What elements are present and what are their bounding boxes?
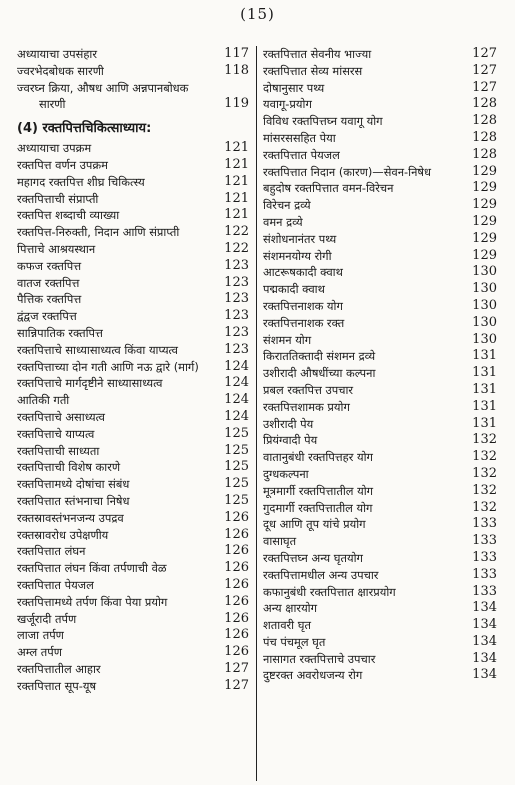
- toc-entry-title: रक्तपित्तामधील अन्य उपचार: [263, 567, 379, 582]
- toc-entry-page: 132: [472, 449, 497, 465]
- toc-entry: [263, 399, 497, 416]
- toc-entry-title: सान्निपातिक रक्तपित्त: [17, 325, 103, 340]
- left-column: [17, 46, 249, 694]
- toc-entry: [17, 560, 249, 577]
- toc-entry: [17, 207, 249, 224]
- toc-entry: [17, 258, 249, 275]
- toc-entry-page: 123: [224, 291, 249, 307]
- toc-entry-title: यवागू-प्रयोग: [263, 97, 312, 112]
- toc-entry-title: रक्तपित्तात लंघन: [17, 544, 86, 559]
- toc-entry: [263, 315, 497, 332]
- toc-entry: [263, 550, 497, 567]
- toc-entry: [263, 634, 497, 651]
- toc-entry: [17, 543, 249, 560]
- toc-entry-title: रक्तपित्तशामक प्रयोग: [263, 399, 350, 414]
- toc-entry-page: 126: [224, 560, 249, 576]
- toc-entry-title: रक्तपित्ताचे साध्यासाध्यत्व किंवा याप्यत्व: [17, 342, 178, 357]
- toc-entry: [263, 567, 497, 584]
- toc-entry: [263, 248, 497, 265]
- toc-entry-page: 129: [472, 163, 497, 179]
- toc-entry: [17, 375, 249, 392]
- toc-entry: [263, 332, 497, 349]
- toc-entry: [17, 476, 249, 493]
- toc-entry: [17, 527, 249, 544]
- toc-entry-page: 130: [472, 281, 497, 297]
- toc-entry-page: 126: [224, 644, 249, 660]
- toc-entry-page: 124: [224, 358, 249, 374]
- toc-entry-title: रक्तपित्ताची साध्यता: [17, 443, 100, 458]
- toc-entry-title: पंच पंचमूल घृत: [263, 634, 326, 649]
- toc-entry-title: द्वंद्वज रक्तपित्त: [17, 309, 77, 324]
- toc-entry-title: वातानुबंधी रक्तपित्तहर योग: [263, 450, 373, 465]
- toc-entry: [17, 174, 249, 191]
- toc-entry-title: अम्ल तर्पण: [17, 645, 63, 660]
- toc-entry: [17, 325, 249, 342]
- toc-entry: [17, 224, 249, 241]
- toc-entry-title: विरेचन द्रव्ये: [263, 198, 311, 213]
- toc-entry: [263, 130, 497, 147]
- toc-entry: [17, 241, 249, 258]
- toc-entry: [263, 432, 497, 449]
- toc-entry-page: 122: [224, 240, 249, 256]
- toc-entry-page: 129: [472, 247, 497, 263]
- toc-entry-page: 128: [472, 96, 497, 112]
- toc-entry: [263, 500, 497, 517]
- toc-entry: [17, 627, 249, 644]
- toc-entry-page: 127: [472, 46, 497, 61]
- toc-entry: [17, 443, 249, 460]
- toc-entry-page: 126: [224, 627, 249, 643]
- toc-entry-title: रक्तपित्ताची विशेष कारणे: [17, 460, 121, 475]
- toc-entry-page: 125: [224, 476, 249, 492]
- toc-entry: [17, 96, 249, 113]
- toc-entry-page: 133: [472, 566, 497, 582]
- toc-entry-title: प्रियंग्वादी पेय: [263, 433, 318, 448]
- column-divider: [256, 46, 257, 781]
- toc-entry-title: उशीरादी पेय: [263, 416, 314, 431]
- toc-entry-page: 131: [472, 365, 497, 381]
- toc-entry-page: 129: [472, 180, 497, 196]
- toc-entry-page: 130: [472, 297, 497, 313]
- toc-entry-title: रक्तपित्ताचे याप्यत्व: [17, 426, 95, 441]
- toc-entry-title: अध्यायाचा उपक्रम: [17, 141, 92, 156]
- toc-entry-title: महागद रक्तपित्त शीघ्र चिकित्स्य: [17, 174, 145, 189]
- toc-entry: [263, 164, 497, 181]
- toc-entry: [263, 466, 497, 483]
- toc-entry-page: 125: [224, 442, 249, 458]
- toc-entry-title: लाजा तर्पण: [17, 628, 64, 643]
- toc-entry-title: रक्तपित्तात निदान (कारण)—सेवन-निषेध: [263, 164, 432, 179]
- toc-entry-page: 124: [224, 375, 249, 391]
- toc-entry-page: 134: [472, 667, 497, 683]
- toc-entry-title: संशमन योग: [263, 332, 312, 347]
- toc-entry-page: 125: [224, 492, 249, 508]
- right-column: [263, 46, 497, 684]
- toc-entry-page: 122: [224, 224, 249, 240]
- toc-entry-title: बहुदोष रक्तपित्तात वमन-विरेचन: [263, 181, 394, 196]
- toc-entry-page: 123: [224, 257, 249, 273]
- toc-entry: [263, 214, 497, 231]
- toc-entry: [263, 80, 497, 97]
- toc-entry-title: दुष्टरक्त अवरोधजन्य रोग: [263, 668, 363, 683]
- toc-entry: [263, 147, 497, 164]
- toc-entry: [263, 298, 497, 315]
- toc-entry: [17, 140, 249, 157]
- toc-entry-page: 123: [224, 341, 249, 357]
- toc-entry-page: 132: [472, 432, 497, 448]
- toc-entry-page: 130: [472, 264, 497, 280]
- toc-entry: [263, 63, 497, 80]
- toc-entry-page: 129: [472, 213, 497, 229]
- toc-entry-title: (4) रक्तपित्तचिकित्साध्याय:: [17, 121, 152, 137]
- toc-entry-title: रक्तपित्तामध्ये दोषांचा संबंध: [17, 477, 130, 492]
- toc-entry-title: सारणी: [39, 97, 66, 112]
- toc-entry: [17, 459, 249, 476]
- toc-entry-page: 130: [472, 331, 497, 347]
- toc-entry-page: 131: [472, 348, 497, 364]
- toc-entry-page: 117: [224, 46, 249, 61]
- toc-entry-title: रक्तपित्तात लंघन किंवा तर्पणाची वेळ: [17, 561, 167, 576]
- toc-entry: [263, 365, 497, 382]
- toc-entry-page: 131: [472, 398, 497, 414]
- toc-entry-title: प्रबल रक्तपित्त उपचार: [263, 382, 354, 397]
- toc-entry-title: मांसरससहित पेया: [263, 130, 336, 145]
- toc-entry: [263, 180, 497, 197]
- toc-entry: [17, 493, 249, 510]
- toc-entry-page: 133: [472, 549, 497, 565]
- toc-entry-page: 127: [472, 79, 497, 95]
- toc-entry: [17, 678, 249, 695]
- toc-entry: [17, 661, 249, 678]
- toc-entry-page: 121: [224, 156, 249, 172]
- toc-entry: [263, 533, 497, 550]
- toc-entry-page: 128: [472, 113, 497, 129]
- toc-entry: [263, 617, 497, 634]
- toc-entry: [263, 516, 497, 533]
- toc-entry: [17, 308, 249, 325]
- toc-entry-title: रक्तपित्तातील आहार: [17, 661, 101, 676]
- toc-entry-page: 123: [224, 308, 249, 324]
- toc-entry-page: 123: [224, 274, 249, 290]
- toc-entry-page: 126: [224, 526, 249, 542]
- toc-entry: [263, 231, 497, 248]
- toc-entry-title: रक्तपित्तात सूप-यूष: [17, 678, 97, 693]
- toc-entry-page: 125: [224, 425, 249, 441]
- toc-entry-title: रक्तस्रावरोध उपेक्षणीय: [17, 527, 109, 542]
- toc-entry-page: 121: [224, 140, 249, 156]
- toc-entry-page: 126: [224, 576, 249, 592]
- toc-entry: [263, 197, 497, 214]
- toc-entry-title: रक्तपित्त-निरुक्ती, निदान आणि संप्राप्ती: [17, 225, 180, 240]
- toc-entry: [17, 80, 249, 97]
- toc-entry-title: संशमनयोग्य रोगी: [263, 248, 332, 263]
- toc-entry-title: शतावरी घृत: [263, 618, 311, 633]
- toc-entry-page: 130: [472, 314, 497, 330]
- toc-entry: [263, 96, 497, 113]
- toc-entry-title: नासागत रक्तपित्ताचे उपचार: [263, 651, 376, 666]
- toc-entry: [17, 426, 249, 443]
- toc-entry-title: दूध आणि तूप यांचे प्रयोग: [263, 517, 366, 532]
- toc-entry-page: 126: [224, 610, 249, 626]
- toc-entry: [263, 449, 497, 466]
- toc-entry-page: 124: [224, 408, 249, 424]
- toc-entry: [17, 63, 249, 80]
- toc-entry-page: 119: [224, 96, 249, 112]
- toc-entry-title: रक्तपित्तघ्न अन्य घृतयोग: [263, 550, 363, 565]
- toc-entry-page: 128: [472, 129, 497, 145]
- toc-entry: [263, 483, 497, 500]
- toc-entry-page: 118: [224, 62, 249, 78]
- toc-entry-title: ज्वरभेदबोधक सारणी: [17, 63, 104, 78]
- toc-entry-title: कफानुबंधी रक्तपित्तात क्षारप्रयोग: [263, 584, 396, 599]
- toc-entry-title: पैत्तिक रक्तपित्त: [17, 292, 82, 307]
- toc-entry: [17, 577, 249, 594]
- toc-entry-page: 131: [472, 415, 497, 431]
- toc-entry-page: 134: [472, 600, 497, 616]
- toc-entry-title: रक्तपित्ताचे मार्गदृष्टीने साध्यासाध्यत्व: [17, 376, 163, 391]
- toc-entry-title: आटरूषकादी क्वाथ: [263, 265, 343, 280]
- toc-entry: [263, 651, 497, 668]
- toc-entry-title: आतिकी गती: [17, 393, 70, 408]
- toc-entry-page: 121: [224, 207, 249, 223]
- toc-entry-title: अध्यायाचा उपसंहार: [17, 47, 97, 61]
- toc-entry-page: 121: [224, 173, 249, 189]
- toc-entry-title: रक्तपित्तात सेव्य मांसरस: [263, 63, 363, 78]
- toc-entry-title: विविध रक्तपित्तघ्न यवागू योग: [263, 114, 383, 129]
- toc-entry-page: 126: [224, 509, 249, 525]
- page-number: (15): [240, 5, 275, 23]
- toc-entry-title: दुग्धकल्पना: [263, 466, 309, 481]
- toc-entry: [17, 275, 249, 292]
- toc-entry-page: 124: [224, 392, 249, 408]
- toc-entry-page: 125: [224, 459, 249, 475]
- toc-entry-title: पद्मकादी क्वाथ: [263, 282, 325, 297]
- toc-entry-page: 127: [224, 677, 249, 693]
- toc-entry: [263, 600, 497, 617]
- toc-entry-title: उशीरादी औषधींच्या कल्पना: [263, 366, 376, 381]
- toc-entry: [263, 264, 497, 281]
- toc-entry-title: दोषानुसार पथ्य: [263, 80, 325, 95]
- toc-entry-title: पित्ताचे आश्रयस्थान: [17, 241, 96, 256]
- toc-entry-title: रक्तपित्तनाशक योग: [263, 298, 343, 313]
- toc-entry-page: 127: [224, 660, 249, 676]
- toc-entry-page: 127: [472, 62, 497, 78]
- toc-entry-title: रक्तपित्तात पेयजल: [263, 147, 340, 162]
- toc-entry-page: 129: [472, 230, 497, 246]
- toc-entry-page: 132: [472, 465, 497, 481]
- toc-entry-title: गुदमार्गी रक्तपित्तातील योग: [263, 500, 373, 515]
- toc-entry-title: वमन द्रव्ये: [263, 214, 303, 229]
- toc-entry-page: 129: [472, 197, 497, 213]
- toc-entry-title: संशोधनानंतर पथ्य: [263, 231, 337, 246]
- toc-entry-title: वातज रक्तपित्त: [17, 275, 80, 290]
- toc-entry-page: 121: [224, 190, 249, 206]
- toc-entry: [263, 113, 497, 130]
- toc-entry: [17, 392, 249, 409]
- section-heading: [17, 119, 249, 139]
- toc-entry: [17, 409, 249, 426]
- toc-entry-title: कफज रक्तपित्त: [17, 258, 82, 273]
- toc-entry: [17, 644, 249, 661]
- toc-entry: [17, 291, 249, 308]
- toc-entry: [263, 667, 497, 684]
- toc-entry-page: 128: [472, 146, 497, 162]
- toc-entry-title: रक्तस्रावस्तंभनजन्य उपद्रव: [17, 510, 124, 525]
- toc-entry: [263, 281, 497, 298]
- toc-entry-page: 133: [472, 516, 497, 532]
- toc-entry-title: खर्जूरादी तर्पण: [17, 611, 77, 626]
- toc-entry-title: अन्य क्षारयोग: [263, 601, 318, 616]
- toc-entry-page: 126: [224, 593, 249, 609]
- toc-entry: [17, 359, 249, 376]
- toc-entry-title: रक्तपित्तामध्ये तर्पण किंवा पेया प्रयोग: [17, 594, 168, 609]
- toc-entry: [17, 611, 249, 628]
- toc-entry-title: रक्तपित्त वर्णन उपक्रम: [17, 157, 108, 172]
- toc-entry: [263, 416, 497, 433]
- toc-entry: [17, 342, 249, 359]
- toc-entry: [263, 46, 497, 63]
- toc-entry-title: किराततिक्तादी संशमन द्रव्ये: [263, 349, 376, 364]
- toc-entry-page: 134: [472, 650, 497, 666]
- toc-entry-title: रक्तपित्त शब्दाची व्याख्या: [17, 208, 120, 223]
- toc-entry-title: मूत्रमार्गी रक्तपित्तातील योग: [263, 483, 374, 498]
- toc-entry-page: 134: [472, 633, 497, 649]
- toc-entry: [17, 594, 249, 611]
- toc-entry-title: रक्तपित्ताचे असाध्यत्व: [17, 409, 105, 424]
- toc-entry-page: 134: [472, 617, 497, 633]
- toc-entry: [17, 157, 249, 174]
- toc-entry-page: 123: [224, 324, 249, 340]
- toc-entry-page: 133: [472, 583, 497, 599]
- toc-entry-page: 132: [472, 499, 497, 515]
- toc-entry: [263, 348, 497, 365]
- toc-entry-page: 132: [472, 482, 497, 498]
- toc-entry: [263, 382, 497, 399]
- toc-entry-title: रक्तपित्तनाशक रक्त: [263, 315, 345, 330]
- toc-entry-page: 126: [224, 543, 249, 559]
- toc-entry-title: रक्तपित्तात पेयजल: [17, 577, 94, 592]
- toc-entry-title: वासाघृत: [263, 534, 297, 549]
- toc-entry-title: रक्तपित्तात स्तंभनाचा निषेध: [17, 493, 130, 508]
- toc-entry: [17, 510, 249, 527]
- toc-entry: [17, 191, 249, 208]
- toc-entry-page: 133: [472, 533, 497, 549]
- toc-entry-title: रक्तपित्ताच्या दोन गती आणि नऊ द्वारे (मार्ग): [17, 359, 199, 374]
- toc-entry: [17, 46, 249, 63]
- toc-entry-title: ज्वरघ्न क्रिया, औषध आणि अन्नपानबोधक: [17, 80, 189, 95]
- toc-entry-page: 131: [472, 381, 497, 397]
- toc-entry: [263, 584, 497, 601]
- toc-entry-title: रक्तपित्ताची संप्राप्ती: [17, 191, 99, 206]
- toc-entry-title: रक्तपित्तात सेवनीय भाज्या: [263, 47, 372, 61]
